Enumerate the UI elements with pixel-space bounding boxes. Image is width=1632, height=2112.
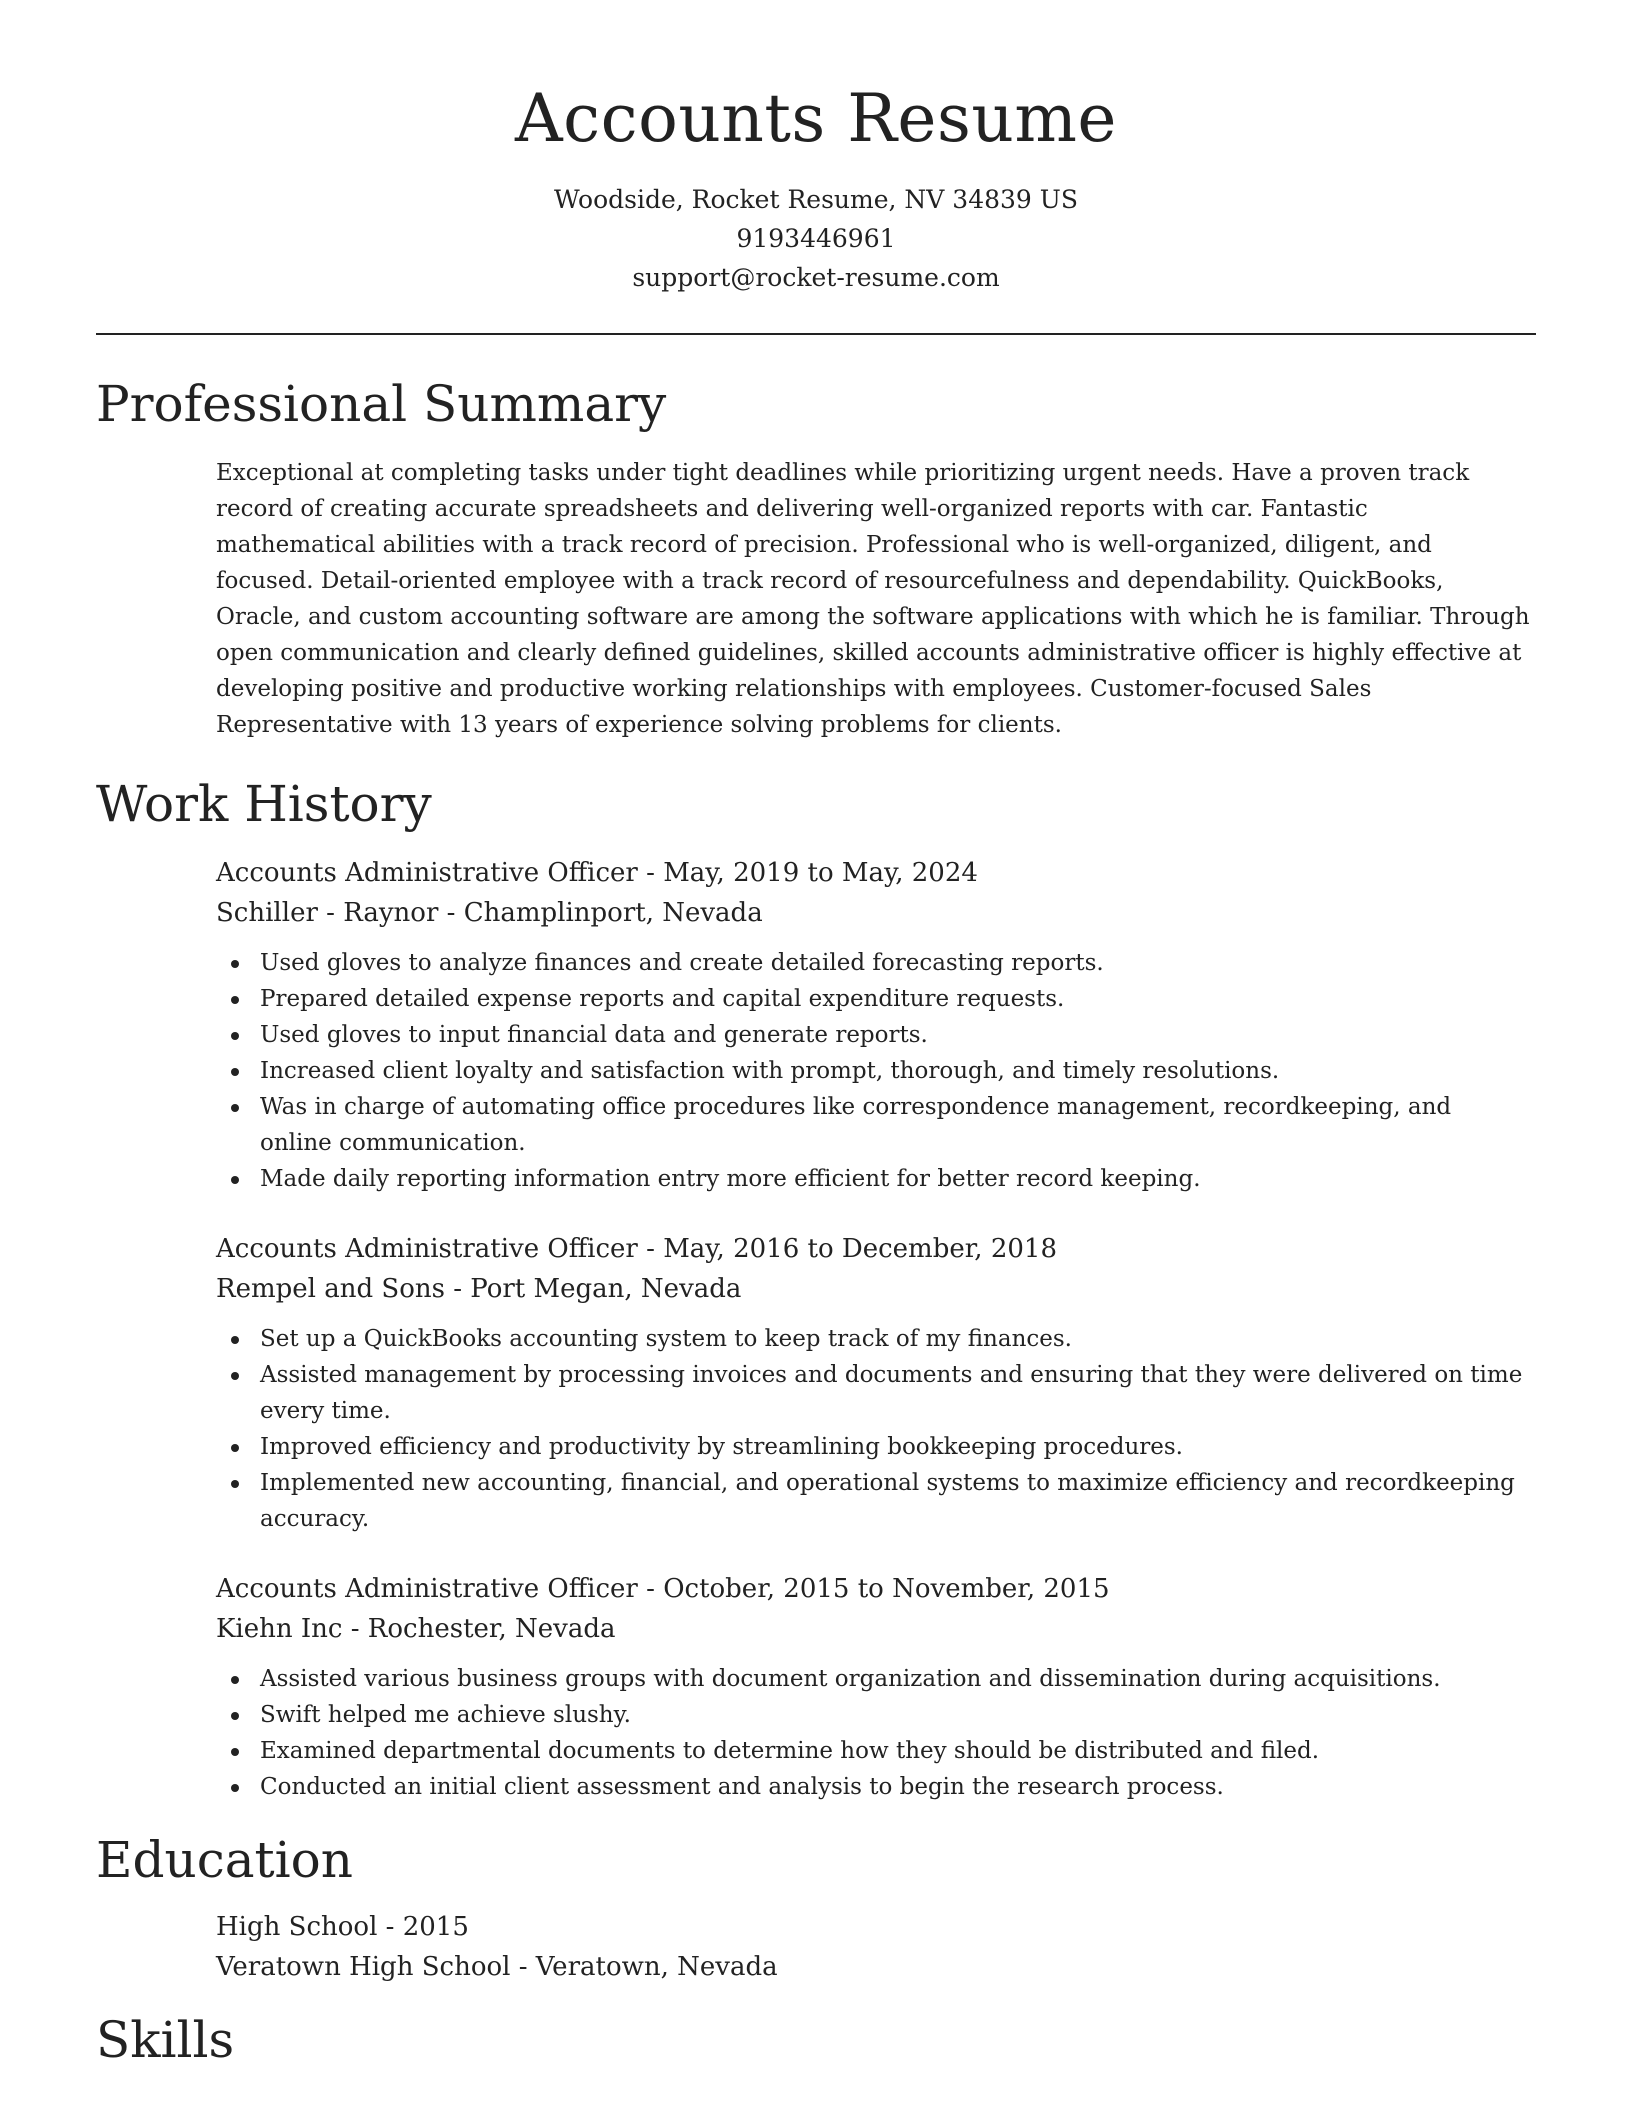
job-title-line: Accounts Administrative Officer - May, 2019 to May, 2024 <box>216 858 978 888</box>
job-bullet: Set up a QuickBooks accounting system to keep track of my finances. <box>216 1321 1530 1357</box>
job-dates: May, 2019 to May, 2024 <box>663 858 978 888</box>
header-divider <box>96 333 1536 335</box>
job-company-line: Schiller - Raynor - Champlinport, Nevada <box>216 898 763 928</box>
job-location: Rochester, Nevada <box>367 1614 616 1644</box>
summary-text: Exceptional at completing tasks under tight deadlines while prioritizing urgent needs. Have a proven track record of creating accurate spreadsheets and delivering well-organized reports with car. Fantastic mathematical abilities with a track record of precision. Professional who is well-organized, diligent, and focused. Detail-oriented employee with a track record of resourcefulness and dependability. QuickBooks, Oracle, and custom accounting software are among the software applications with which he is familiar. Through open communication and clearly defined guidelines, skilled accounts administrative officer is highly effective at developing positive and productive working relationships with employees. Customer-focused Sales Representative with 13 years of experience solving problems for clients. <box>216 460 1530 738</box>
contact-address: Woodside, Rocket Resume, NV 34839 US <box>554 185 1078 214</box>
job-bullet: Used gloves to analyze finances and create detailed forecasting reports. <box>216 945 1530 981</box>
job-bullet: Examined departmental documents to determine how they should be distributed and filed. <box>216 1733 1530 1769</box>
job-role: Accounts Administrative Officer <box>216 858 638 888</box>
job-bullet: Assisted management by processing invoices and documents and ensuring that they were delivered on time every time. <box>216 1357 1530 1429</box>
job-bullet: Conducted an initial client assessment and analysis to begin the research process. <box>216 1769 1530 1805</box>
job-dates: May, 2016 to December, 2018 <box>663 1234 1058 1264</box>
education-school-line: Veratown High School - Veratown, Nevada <box>216 1952 778 1982</box>
education-year: 2015 <box>402 1912 469 1942</box>
section-title-education: Education <box>96 1831 353 1889</box>
education-entry <box>216 1907 1536 1987</box>
job-bullet: Was in charge of automating office procedures like correspondence management, recordkeeping, and online communication. <box>216 1089 1530 1161</box>
job-bullet: Used gloves to input financial data and generate reports. <box>216 1017 1530 1053</box>
section-title-skills: Skills <box>96 2011 235 2069</box>
section-title-summary: Professional Summary <box>96 375 667 433</box>
job-role: Accounts Administrative Officer <box>216 1234 638 1264</box>
job-bullet: Increased client loyalty and satisfaction with prompt, thorough, and timely resolutions. <box>216 1053 1530 1089</box>
job-company-line: Rempel and Sons - Port Megan, Nevada <box>216 1274 742 1304</box>
contact-block <box>96 180 1536 297</box>
job-bullets <box>216 1321 1536 1537</box>
job-company-line: Kiehn Inc - Rochester, Nevada <box>216 1614 616 1644</box>
job-bullets <box>216 945 1536 1197</box>
job-location: Champlinport, Nevada <box>463 898 763 928</box>
resume-title: Accounts Resume <box>515 80 1117 157</box>
education-degree-line: High School - 2015 <box>216 1912 469 1942</box>
job-bullet: Improved efficiency and productivity by streamlining bookkeeping procedures. <box>216 1429 1530 1465</box>
job-title-line: Accounts Administrative Officer - May, 2016 to December, 2018 <box>216 1234 1058 1264</box>
job-company: Rempel and Sons <box>216 1274 445 1304</box>
job-bullets <box>216 1661 1536 1805</box>
resume-header <box>96 0 1536 297</box>
job-role: Accounts Administrative Officer <box>216 1574 638 1604</box>
job-location: Port Megan, Nevada <box>470 1274 742 1304</box>
job-bullet: Made daily reporting information entry more efficient for better record keeping. <box>216 1161 1530 1197</box>
job-company: Kiehn Inc <box>216 1614 343 1644</box>
job-entry <box>216 853 1536 1197</box>
job-title-line: Accounts Administrative Officer - October, 2015 to November, 2015 <box>216 1574 1110 1604</box>
job-bullet: Assisted various business groups with document organization and dissemination during acquisitions. <box>216 1661 1530 1697</box>
education-degree: High School <box>216 1912 378 1942</box>
job-company: Schiller - Raynor <box>216 898 439 928</box>
job-entry <box>216 1569 1536 1805</box>
job-bullet: Implemented new accounting, financial, and operational systems to maximize efficiency and recordkeeping accuracy. <box>216 1465 1530 1537</box>
contact-phone: 9193446961 <box>736 224 896 253</box>
job-bullet: Prepared detailed expense reports and capital expenditure requests. <box>216 981 1530 1017</box>
job-dates: October, 2015 to November, 2015 <box>663 1574 1110 1604</box>
education-school: Veratown High School <box>216 1952 511 1982</box>
resume-page <box>96 0 1536 2069</box>
contact-email: support@rocket-resume.com <box>632 263 1000 292</box>
job-entry <box>216 1229 1536 1537</box>
section-title-work-history: Work History <box>96 775 432 833</box>
job-bullet: Swift helped me achieve slushy. <box>216 1697 1530 1733</box>
education-location: Veratown, Nevada <box>535 1952 778 1982</box>
